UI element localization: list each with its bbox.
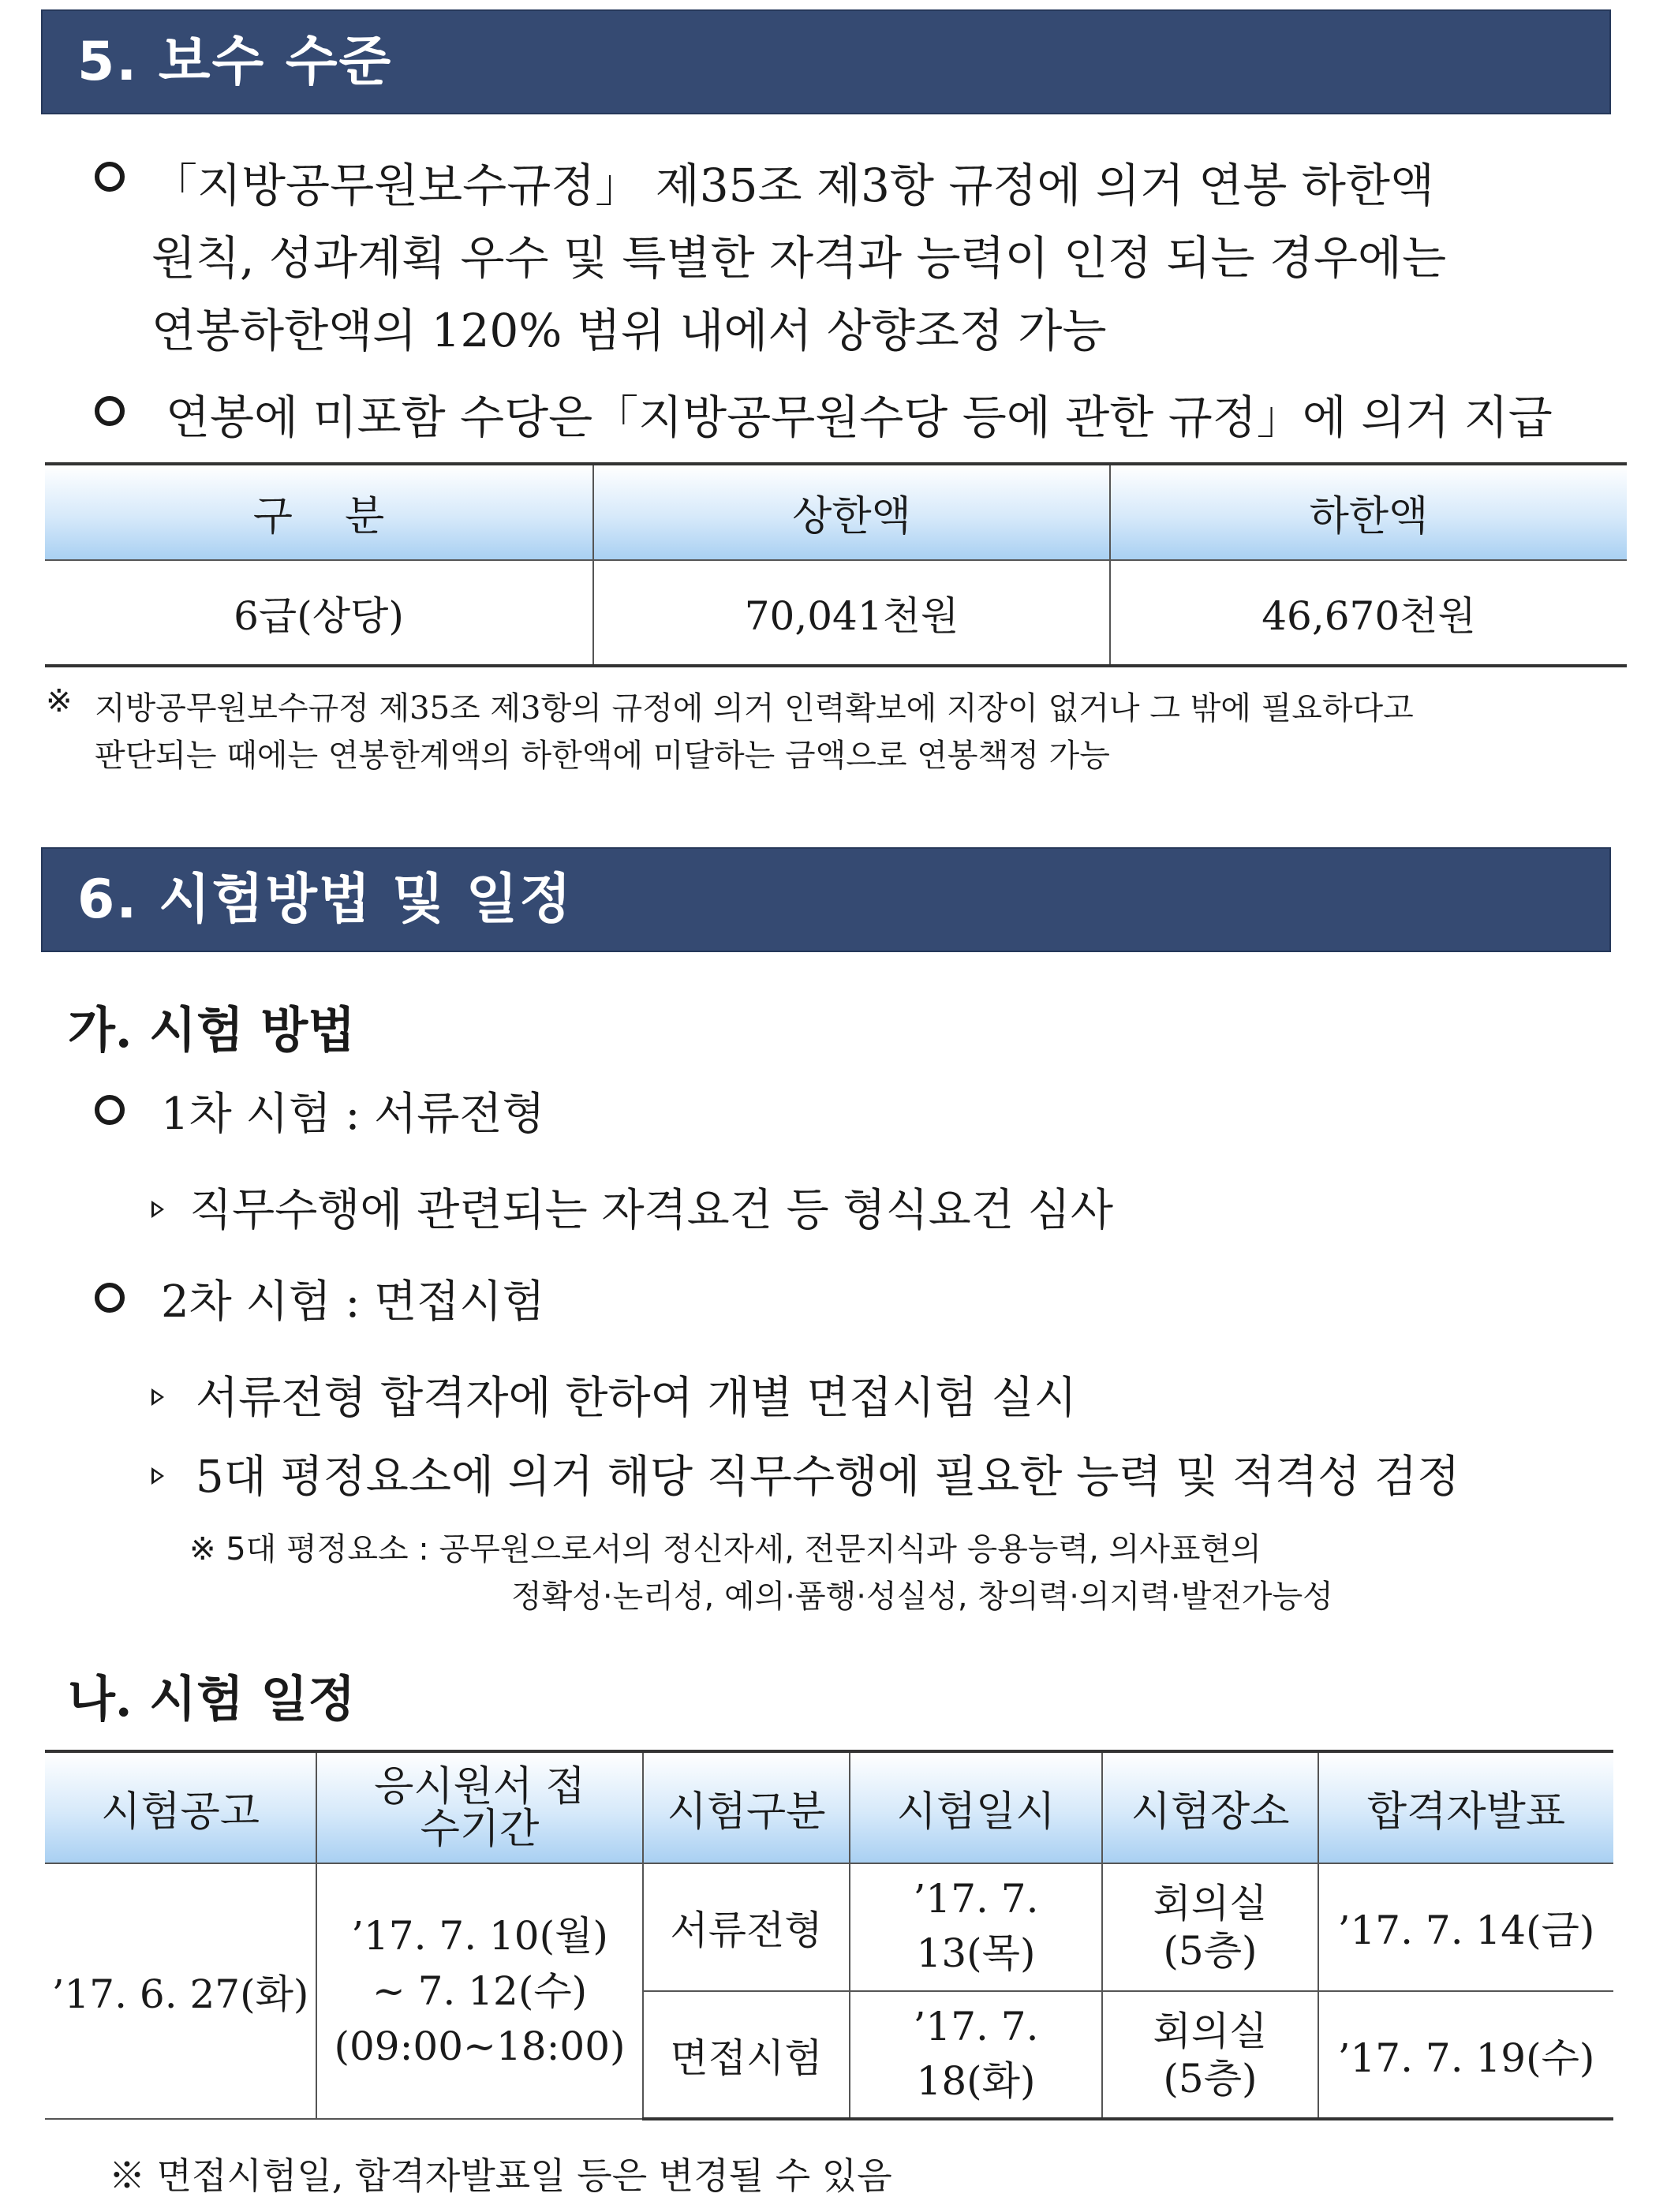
place-line1: 회의실: [1153, 2008, 1268, 2054]
salary-note-line2: 판단되는 때에는 연봉한계액의 하한액에 미달하는 금액으로 연봉책정 가능: [95, 738, 1110, 774]
exam-type-cell: 서류전형: [643, 1863, 850, 1991]
salary-grade-cell: 6급(상당): [45, 560, 593, 666]
first-exam-detail: 직무수행에 관련되는 자격요건 등 형식요건 심사: [189, 1185, 1113, 1236]
exam-type-cell: 면접시험: [643, 1991, 850, 2119]
table-row: [45, 1863, 1613, 1991]
criteria-line2: 정확성·논리성, 예의·품행·성실성, 창의력·의지력·발전가능성: [511, 1579, 1333, 1615]
place-line2: (5층): [1163, 1928, 1258, 1974]
salary-header-category: 구 분: [45, 464, 593, 560]
triangle-bullet-icon: [151, 1467, 164, 1485]
section-6-header: [41, 847, 1611, 952]
exam-date-cell: ’17. 7. 13(목): [850, 1863, 1102, 1991]
salary-bullet1-line1: 「지방공무원보수규정」 제35조 제3항 규정에 의거 연봉 하한액: [151, 159, 1434, 212]
circle-bullet-icon: [95, 162, 125, 192]
salary-bullet2: 연봉에 미포함 수당은「지방공무원수당 등에 관한 규정」에 의거 지급: [166, 390, 1553, 444]
circle-bullet-icon: [95, 1095, 125, 1125]
result-date-cell: ’17. 7. 19(수): [1318, 1991, 1613, 2119]
result-date-cell: ’17. 7. 14(금): [1318, 1863, 1613, 1991]
section-6-title: 6. 시험방법 및 일정: [77, 869, 573, 931]
salary-bullet1-line2: 원칙, 성과계획 우수 및 특별한 자격과 능력이 인정 되는 경우에는: [151, 231, 1447, 285]
salary-bullet1-line3: 연봉하한액의 120% 범위 내에서 상향조정 가능: [151, 304, 1107, 357]
schedule-header-period: 응시원서 접수기간: [316, 1751, 643, 1863]
period-line3: (09:00~18:00): [334, 2023, 626, 2069]
period-cell: [316, 1863, 643, 2119]
criteria-line1: ※ 5대 평정요소 : 공무원으로서의 정신자세, 전문지식과 응용능력, 의사표현의: [189, 1531, 1261, 1567]
salary-note-line1: 지방공무원보수규정 제35조 제3항의 규정에 의거 인력확보에 지장이 없거나 그 밖에 필요하다고: [95, 690, 1414, 727]
schedule-header-result: 합격자발표: [1318, 1751, 1613, 1863]
second-exam-detail1: 서류전형 합격자에 한하여 개별 면접시험 실시: [196, 1373, 1077, 1424]
exam-date-cell: ’17. 7. 18(화): [850, 1991, 1102, 2119]
schedule-header-type: 시험구분: [643, 1751, 850, 1863]
circle-bullet-icon: [95, 1283, 125, 1313]
salary-min-cell: 46,670천원: [1110, 560, 1627, 666]
exam-schedule-heading: 나. 시험 일정: [68, 1670, 356, 1728]
first-exam-label: 1차 시험 : 서류전형: [161, 1089, 545, 1140]
exam-place-cell: [1102, 1991, 1318, 2119]
salary-max-cell: 70,041천원: [593, 560, 1110, 666]
salary-header-max: 상한액: [593, 464, 1110, 560]
triangle-bullet-icon: [151, 1388, 164, 1406]
schedule-header-announcement: 시험공고: [45, 1751, 316, 1863]
exam-method-heading: 가. 시험 방법: [68, 1001, 356, 1059]
period-line2: ~ 7. 12(수): [372, 1968, 588, 2014]
place-line2: (5층): [1163, 2055, 1258, 2102]
circle-bullet-icon: [95, 396, 125, 426]
second-exam-detail2: 5대 평정요소에 의거 해당 직무수행에 필요한 능력 및 적격성 검정: [196, 1452, 1460, 1503]
announcement-cell: ’17. 6. 27(화): [45, 1863, 316, 2119]
salary-header-min: 하한액: [1110, 464, 1627, 560]
triangle-bullet-icon: [151, 1201, 164, 1218]
section-5-header: [41, 9, 1611, 114]
schedule-footnote: ※ 면접시험일, 합격자발표일 등은 변경될 수 있음: [109, 2154, 892, 2197]
schedule-header-place: 시험장소: [1102, 1751, 1318, 1863]
schedule-header-date: 시험일시: [850, 1751, 1102, 1863]
place-line1: 회의실: [1153, 1881, 1268, 1926]
period-line1: ’17. 7. 10(월): [351, 1913, 608, 1959]
exam-place-cell: [1102, 1863, 1318, 1991]
section-5-title: 5. 보수 수준: [77, 31, 393, 93]
schedule-table: [45, 1750, 1613, 2120]
salary-table: [45, 462, 1627, 667]
salary-note-mark: ※: [46, 683, 73, 719]
second-exam-label: 2차 시험 : 면접시험: [161, 1276, 545, 1328]
